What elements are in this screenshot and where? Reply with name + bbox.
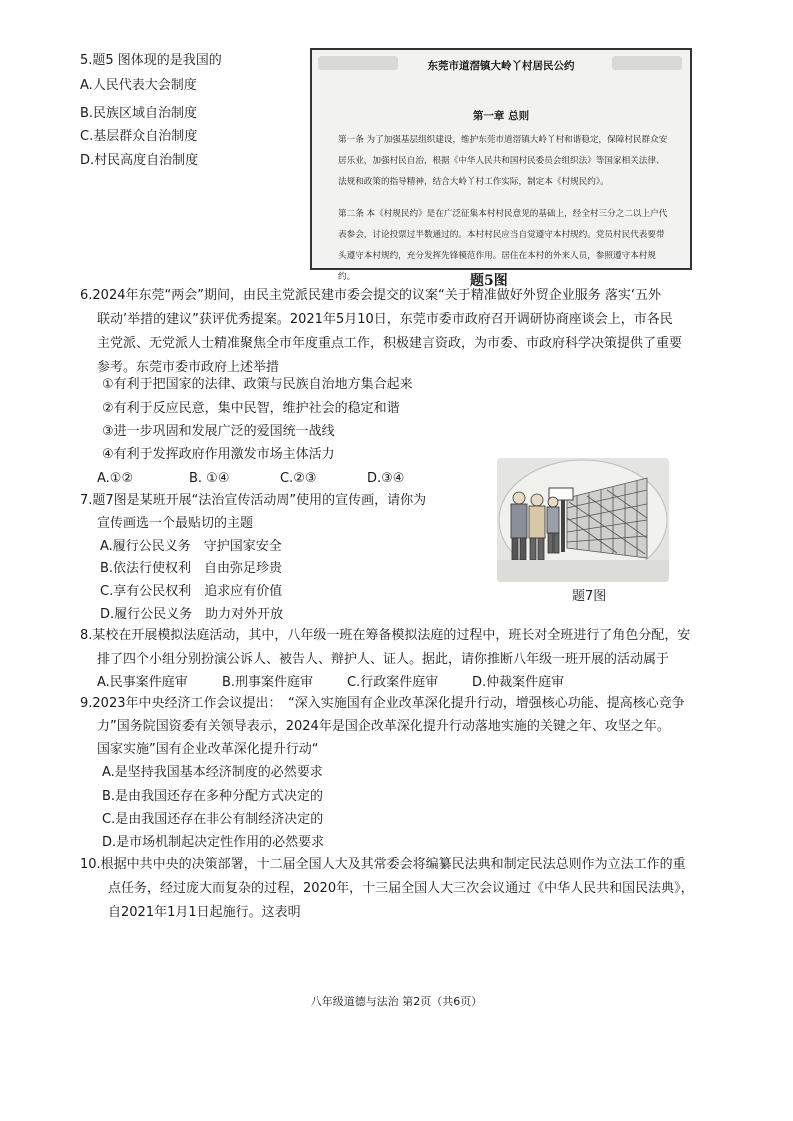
q8-option-c: C.行政案件庭审: [347, 675, 439, 690]
cartoon-drawing: [497, 458, 669, 582]
q7-line-1: 7.题7图是某班开展“法治宣传活动周”使用的宣传画，请你为: [80, 493, 427, 508]
q6-line-3: 主党派、无党派人士精准聚焦全市年度重点工作，积极建言资政，为市委、市政府科学决策提供了重要: [97, 336, 683, 351]
q9-line-2: 力”国务院国资委有关领导表示，2024年是国企改革深化提升行动落地实施的关键之年、攻坚之年。: [97, 719, 670, 734]
q10-line-3: 自2021年1月1日起施行。这表明: [108, 905, 301, 920]
q6-option-b: B. ①④: [189, 471, 230, 486]
q6-line-2: 联动’举措的建议”获评优秀提案。2021年5月10日，东莞市委市政府召开调研协商座谈会上，市各民: [97, 312, 673, 327]
q8-option-a: A.民事案件庭审: [97, 675, 188, 690]
figure-5-caption: 题5图: [470, 273, 508, 289]
q10-line-1: 10.根据中共中央的决策部署，十二届全国人大及其常委会将编纂民法典和制定民法总则作为立法工作的重: [80, 857, 686, 872]
q9-option-d: D.是市场机制起决定性作用的必然要求: [102, 835, 325, 850]
q5-option-b: B.民族区域自治制度: [80, 106, 198, 121]
q9-option-c: C.是由我国还存在非公有制经济决定的: [102, 812, 324, 827]
q7-option-b: B.依法行使权利 自由弥足珍贵: [100, 561, 283, 576]
q6-item-2: ②有利于反应民意，集中民智，维护社会的稳定和谐: [102, 401, 400, 416]
q8-option-b: B.刑事案件庭审: [222, 675, 314, 690]
q5-option-d: D.村民高度自治制度: [80, 153, 199, 168]
q9-line-1: 9.2023年中央经济工作会议提出： “深入实施国有企业改革深化提升行动，增强核心功能、提高核心竞争: [80, 696, 685, 711]
q8-option-d: D.仲裁案件庭审: [472, 675, 565, 690]
propaganda-cartoon-figure: [497, 458, 669, 582]
q10-line-2: 点任务，经过庞大而复杂的过程，2020年，十三届全国人大三次会议通过《中华人民共和国民法典》，: [108, 881, 694, 896]
q5-option-a: A.人民代表大会制度: [80, 78, 197, 93]
q5-stem: 5.题5 图体现的是我国的: [80, 53, 222, 68]
q7-option-c: C.享有公民权利 追求应有价值: [100, 584, 283, 599]
q6-item-4: ④有利于发挥政府作用激发市场主体活力: [102, 447, 335, 462]
village-rules-article-1: 第一条 为了加强基层组织建设，维护东莞市道滘镇大岭丫村和谐稳定，保障村民群众安居乐业，加强村民自治，根据《中华人民共和国村民委员会组织法》等国家相关法律、法规和政策的指导精神，结合大岭丫村工作实际，制定本《村规民约》。: [338, 135, 668, 187]
q6-option-c: C.②③: [280, 471, 317, 486]
q8-line-2: 排了四个小组分别扮演公诉人、被告人、辩护人、证人。据此，请你推断八年级一班开展的活动属于: [97, 652, 670, 667]
page-footer: 八年级道德与法治 第2页（共6页）: [310, 995, 483, 1008]
q7-line-2: 宣传画选一个最贴切的主题: [97, 516, 254, 531]
village-rules-article-2: 第二条 本《村规民约》是在广泛征集本村村民意见的基础上，经全村三分之二以上户代表参会，讨论投票过半数通过的。本村村民应当自觉遵守本村规约。党员村民代表要带头遵守本村规约，充分发挥先锋模范作用。居住在本村的外来人员，参照遵守本村规约。: [338, 209, 668, 282]
q7-option-a: A.履行公民义务 守护国家安全: [100, 539, 282, 554]
q9-line-3: 国家实施”国有企业改革深化提升行动“: [97, 742, 319, 757]
q6-item-3: ③进一步巩固和发展广泛的爱国统一战线: [102, 424, 335, 439]
village-rules-chapter: 第一章 总则: [472, 110, 530, 122]
q6-option-d: D.③④: [367, 471, 405, 486]
q5-option-c: C.基层群众自治制度: [80, 129, 198, 144]
q8-line-1: 8.某校在开展模拟法庭活动，其中，八年级一班在筹备模拟法庭的过程中，班长对全班进行了角色分配，安: [80, 628, 691, 643]
q7-option-d: D.履行公民义务 助力对外开放: [100, 607, 284, 622]
q6-line-4: 参考。东莞市委市政府上述举措: [97, 360, 280, 375]
q9-option-a: A.是坚持我国基本经济制度的必然要求: [102, 765, 323, 780]
village-rules-title: 东莞市道滘镇大岭丫村居民公约: [427, 60, 575, 72]
figure-7-caption: 题7图: [572, 589, 607, 604]
q9-option-b: B.是由我国还存在多种分配方式决定的: [102, 789, 324, 804]
q6-line-1: 6.2024年东莞“两会”期间，由民主党派民建市委会提交的议案“关于精准做好外贸企业服务 落实‘五外: [80, 288, 661, 303]
q6-item-1: ①有利于把国家的法律、政策与民族自治地方集合起来: [102, 377, 413, 392]
q6-option-a: A.①②: [97, 471, 134, 486]
